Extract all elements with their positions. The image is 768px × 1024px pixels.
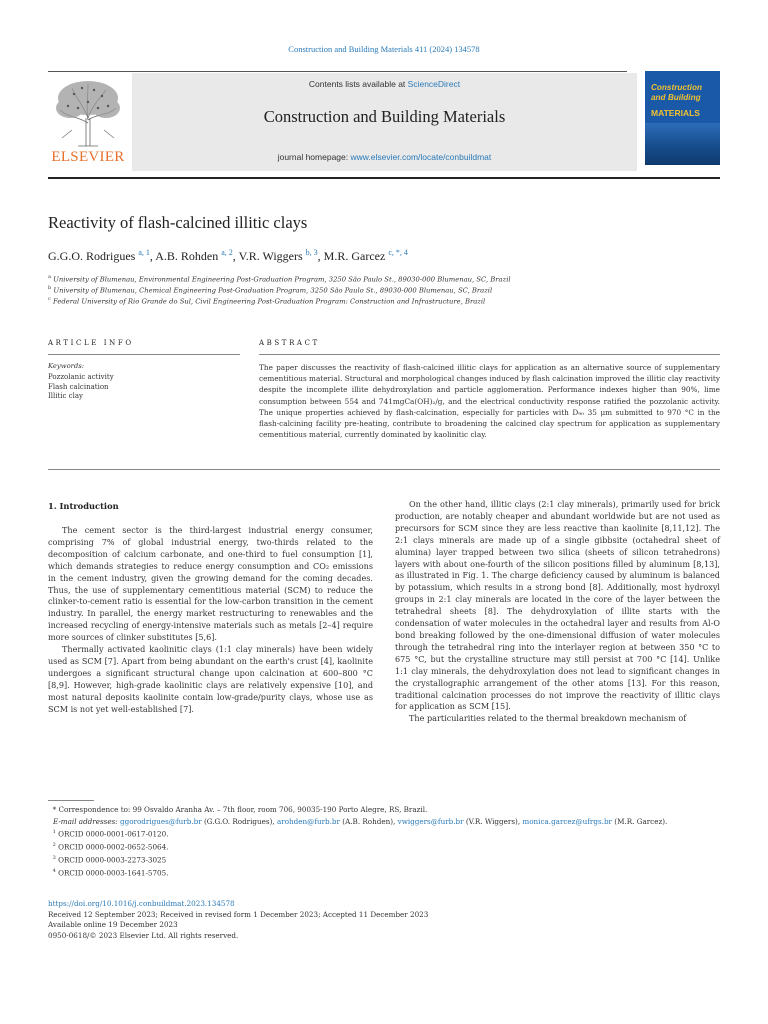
correspondence-note: * Correspondence to: 99 Osvaldo Aranha Av. – 7th floor, room 706, 90035-190 Porto Alegre, RS, Brazil. xyxy=(48,805,428,814)
email-link[interactable]: ggorodrigues@furb.br xyxy=(120,816,202,826)
journal-reference-link[interactable]: Construction and Building Materials 411 (2024) 134578 xyxy=(288,44,480,54)
elsevier-wordmark: ELSEVIER xyxy=(51,149,125,165)
available-online: Available online 19 December 2023 xyxy=(48,920,178,929)
author-name[interactable]: G.G.O. Rodrigues xyxy=(48,249,136,263)
abstract-heading: ABSTRACT xyxy=(259,339,320,347)
email-link[interactable]: vwiggers@furb.br xyxy=(397,816,464,826)
keywords-label: Keywords: xyxy=(48,362,85,370)
orcid-text: ORCID 0000-0003-2273-3025 xyxy=(58,855,167,865)
email-link[interactable]: arohden@furb.br xyxy=(276,816,340,826)
cover-title xyxy=(651,83,716,103)
doi-link[interactable]: https://doi.org/10.1016/j.conbuildmat.2023.134578 xyxy=(48,899,235,908)
abstract-text: The paper discusses the reactivity of flash-calcined illitic clays for application as an alternative source of supplementary cementitious material. Structural and morphological changes induced by flash calcination improved the illitic clay reactivity despite the incomplete illite dehydroxylation and particle agglomeration. Performance indexes higher than 90%, lime consumption between 554 and 741mgCa(OH)₂/g, and the electrical conductivity response ratified the pozzolanic activity. The unique properties achieved by flash-calcination, especially for particles with D₉₀ 35 μm submitted to 970 °C in the flash-calcining facility pre-heating, contribute to broadening the calcined clay spectrum for application as supplementary cementitious material, currently dominated by kaolinitic clay. xyxy=(259,363,720,440)
received-dates: Received 12 September 2023; Received in revised form 1 December 2023; Accepted 11 December 2023 xyxy=(48,909,429,919)
orcid-sup: 4 xyxy=(52,868,56,875)
orcid-text: ORCID 0000-0002-0652-5064. xyxy=(58,842,169,852)
header-bottom-rule xyxy=(48,177,720,179)
journal-cover-thumbnail[interactable] xyxy=(645,71,720,165)
paragraph: The cement sector is the third-largest industrial energy consumer, comprising 7% of global industrial energy, two-thirds related to the decomposition of calcium carbonate, and one-third to fuel consumption [1], which demands strategies to reduce energy consumption and CO₂ emissions in the cement industry, given the growing demand for the coming decades. Thus, the use of supplementary cementitious material (SCM) to reduce the clinker-to-cement ratio is essential for the low-carbon transition in the cement industry. In parallel, the energy market restructuring to renewables and the increased recycling of energy-intensive materials such as metals [2–4] require more sources of clinker substitutes [5,6]. xyxy=(48,525,373,643)
correspondence-text: Correspondence to: 99 Osvaldo Aranha Av. – 7th floor, room 706, 90035-190 Porto Alegre, RS, Brazil. xyxy=(58,805,428,814)
abstract-bottom-rule xyxy=(48,469,720,470)
contents-line xyxy=(132,79,637,89)
author-name[interactable]: A.B. Rohden xyxy=(155,249,219,263)
orcid-note xyxy=(48,827,720,840)
paragraph: The particularities related to the thermal breakdown mechanism of xyxy=(409,713,687,724)
email-owner: (G.G.O. Rodrigues), xyxy=(203,816,275,826)
affiliation xyxy=(48,274,511,283)
orcid-note xyxy=(48,840,720,853)
affiliation xyxy=(48,296,485,305)
author-name[interactable]: V.R. Wiggers xyxy=(238,249,303,263)
orcid-sup: 3 xyxy=(52,855,56,862)
author-sup[interactable]: a, 1 xyxy=(138,248,150,257)
affiliation-sup: b xyxy=(48,285,52,291)
email-label: E-mail addresses: xyxy=(53,816,118,826)
abstract-rule xyxy=(259,354,720,355)
journal-homepage-link[interactable]: www.elsevier.com/locate/conbuildmat xyxy=(350,152,492,162)
orcid-sup: 2 xyxy=(52,842,56,849)
keyword: Flash calcination xyxy=(48,382,109,391)
orcid-text: ORCID 0000-0003-1641-5705. xyxy=(58,868,169,878)
copyright: 0950-0618/© 2023 Elsevier Ltd. All rights reserved. xyxy=(48,930,239,940)
email-owner: (V.R. Wiggers), xyxy=(465,816,521,826)
paragraph: On the other hand, illitic clays (2:1 clay minerals), primarily used for brick production, are notably cheaper and abundant worldwide but are not used as precursors for SCM since they are less reactive than kaolinite [8,11,12]. The 2:1 clays minerals are made up of a single gibbsite (octahedral sheet of alumina) layer trapped between two silica (sheets of silicon tetrahedrons) layers with about one-fourth of the silicon positions filled by aluminum [8,13], as illustrated in Fig. 1. The charge deficiency caused by aluminum is balanced by potassium, which results in a strong bond [8]. Additionally, most hydroxyl groups in 2:1 clay minerals are located in the core of the layer between the tetrahedral sheets [8]. The dehydroxylation of illite starts with the condensation of water molecules in the octahedral layer and results from Al-O bond breaking followed by the one-dimensional diffusion of water molecules through the tetrahedral ring into the interlayer region at between 350 °C to 675 °C, but the crystalline structure may still persist at 700 °C [14]. Unlike 1:1 clay minerals, the dehydroxylation does not lead to significant changes in the crystallographic arrangement of the other atoms [13]. For this reason, traditional calcination processes do not improve the reactivity of illitic clays for application as SCM [15]. xyxy=(395,499,720,712)
left-column xyxy=(48,525,373,716)
orcid-text: ORCID 0000-0001-0617-0120. xyxy=(58,829,169,839)
affiliation-sup: c xyxy=(48,296,51,302)
article-info-rule xyxy=(48,354,240,355)
email-owner: (A.B. Rohden), xyxy=(342,816,396,826)
contents-prefix: Contents lists available at xyxy=(308,79,408,89)
orcid-note xyxy=(48,866,720,879)
paragraph: Thermally activated kaolinitic clays (1:1 clay minerals) have been widely used as SCM [7]. Apart from being abundant on the earth's crust [4], kaolinite undergoes a significant structural change upon calcination at 600–800 °C [8,9]. However, high-grade kaolinitic clays are relatively expensive [10], and most natural deposits kaolinite contain low-grade/purity clays, whose use as SCM is not yet well-established [7]. xyxy=(48,644,373,714)
orcid-note xyxy=(48,853,720,866)
author-name[interactable]: M.R. Garcez xyxy=(323,249,386,263)
sciencedirect-link[interactable]: ScienceDirect xyxy=(407,79,461,89)
email-line xyxy=(48,816,720,828)
footnotes xyxy=(48,804,720,879)
author-sup[interactable]: c, *, 4 xyxy=(388,248,408,257)
affiliation-text: University of Blumenau, Environmental Engineering Post-Graduation Program, 3250 São Paulo St., 89030-000 Blumenau, SC, Brazil xyxy=(53,275,511,284)
author-sup[interactable]: b, 3 xyxy=(305,248,318,257)
header-top-rule xyxy=(48,71,627,72)
journal-title: Construction and Building Materials xyxy=(263,107,506,126)
cover-materials: MATERIALS xyxy=(651,108,700,118)
email-link[interactable]: monica.garcez@ufrgs.br xyxy=(522,816,612,826)
affiliation-text: University of Blumenau, Chemical Engineering Post-Graduation Program, 3250 São Paulo St., 89030-000 Blumenau, SC, Brazil xyxy=(53,286,493,295)
cover-title-line: and Building xyxy=(651,93,701,102)
article-title: Reactivity of flash-calcined illitic clays xyxy=(48,213,308,232)
affiliation-text: Federal University of Rio Grande do Sul, Civil Engineering Post-Graduation Program: Construction and Infrastructure, Brazil xyxy=(52,297,486,306)
keyword: Illitic clay xyxy=(48,392,83,400)
email-owner: (M.R. Garcez). xyxy=(614,816,668,826)
section-heading-introduction: 1. Introduction xyxy=(48,501,119,511)
affiliation xyxy=(48,285,492,294)
author-list: G.G.O. Rodrigues $^{a, 1}$, A.B. Rohden $^{a, 2}$, V.R. Wiggers $^{b, 3}$, M.R. Garcez $^{c, *, 4}$ xyxy=(48,248,408,263)
affiliation-sup: a xyxy=(48,274,51,280)
journal-homepage-line xyxy=(132,152,637,162)
right-column xyxy=(395,499,720,725)
cover-title-line: Construction xyxy=(651,83,702,92)
article-info-heading: ARTICLE INFO xyxy=(48,339,134,347)
keyword-list xyxy=(48,373,114,402)
footnote-rule xyxy=(48,800,94,801)
cover-image xyxy=(645,123,720,165)
homepage-prefix: journal homepage: xyxy=(277,152,351,162)
orcid-sup: 1 xyxy=(52,829,56,836)
author-sup[interactable]: a, 2 xyxy=(221,248,233,257)
keyword: Pozzolanic activity xyxy=(48,373,114,381)
article-history xyxy=(48,899,720,941)
